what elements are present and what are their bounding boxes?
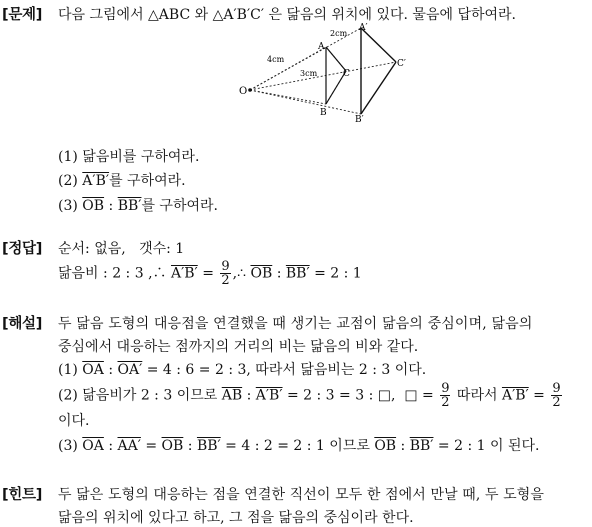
label-b: B — [320, 108, 327, 118]
label-o: O — [239, 86, 248, 97]
length-ob: 3cm — [300, 69, 318, 78]
hint-line-1: 두 닮은 도형의 대응하는 점을 연결한 직선이 모두 한 점에서 만날 때, 두 도형을 — [58, 487, 545, 503]
problem-intro: 다음 그림에서 △ABC 와 △A′B′C′ 은 닮음의 위치에 있다. 물음에 답하여라. — [58, 7, 517, 23]
label-a-prime: A′ — [359, 23, 368, 33]
label-c: C — [343, 69, 350, 79]
fraction-9-2: $\frac{9}{2}$ — [221, 259, 230, 288]
explanation-p2: 중심에서 대응하는 점까지의 거리의 비는 닮음의 비와 같다. — [58, 339, 419, 355]
length-oa: 4cm — [267, 55, 285, 64]
explanation-e2: (2) 닮음비가 2 : 3 이므로 $\overline{AB}$ : A′B′ = 2 : 3 = 3 : □, □ = $\frac{9}{2}$ 따라서 A′B′ = $\frac{9}{2}$ — [58, 381, 561, 410]
question-3: (3) $\overline{OB}$ : BB′를 구하여라. — [58, 198, 218, 214]
label-c-prime: C′ — [397, 59, 406, 69]
center-point — [248, 88, 252, 92]
explanation-tag: [해설] — [2, 316, 43, 332]
answer-tag: [정답] — [2, 241, 43, 257]
label-a: A — [318, 42, 325, 52]
problem-tag: [문제] — [2, 7, 43, 23]
explanation-e1: (1) $\overline{OA}$ : OA′ = 4 : 6 = 2 : 3, 따라서 닮음비는 2 : 3 이다. — [58, 362, 427, 378]
label-b-prime: B′ — [355, 115, 364, 124]
question-1: (1) 닮음비를 구하여라. — [58, 149, 200, 165]
similarity-figure — [236, 20, 416, 124]
explanation-e3: (3) $\overline{OA}$ : $AA' = \overline{OB}$ : BB′ = 4 : 2 = 2 : 1 이므로 $\overline{OB}$ : BB′ = 2 : 1 이 된다. — [58, 438, 540, 454]
answer-line-1: 순서: 없음, 갯수: 1 — [58, 241, 185, 257]
hint-tag: [힌트] — [2, 487, 43, 503]
hint-line-2: 닮음의 위치에 있다고 하고, 그 점을 닮음의 중심이라 한다. — [58, 510, 414, 526]
question-2: (2) A′B′를 구하여라. — [58, 173, 186, 189]
length-aa-prime: 2cm — [330, 29, 348, 38]
triangle-a2b2c2 — [361, 28, 396, 114]
fraction-9-2: $\frac{9}{2}$ — [552, 381, 561, 410]
answer-line-2: 닮음비 : 2 : 3 ,∴ A′B′ = $\frac{9}{2}$ ,∴ $\overline{OB}$ : BB′ = 2 : 1 — [58, 259, 362, 288]
explanation-p1: 두 닮음 도형의 대응점을 연결했을 때 생기는 교점이 닮음의 중심이며, 닮음의 — [58, 316, 533, 332]
fraction-9-2: $\frac{9}{2}$ — [441, 381, 450, 410]
explanation-e2-end: 이다. — [58, 413, 90, 429]
